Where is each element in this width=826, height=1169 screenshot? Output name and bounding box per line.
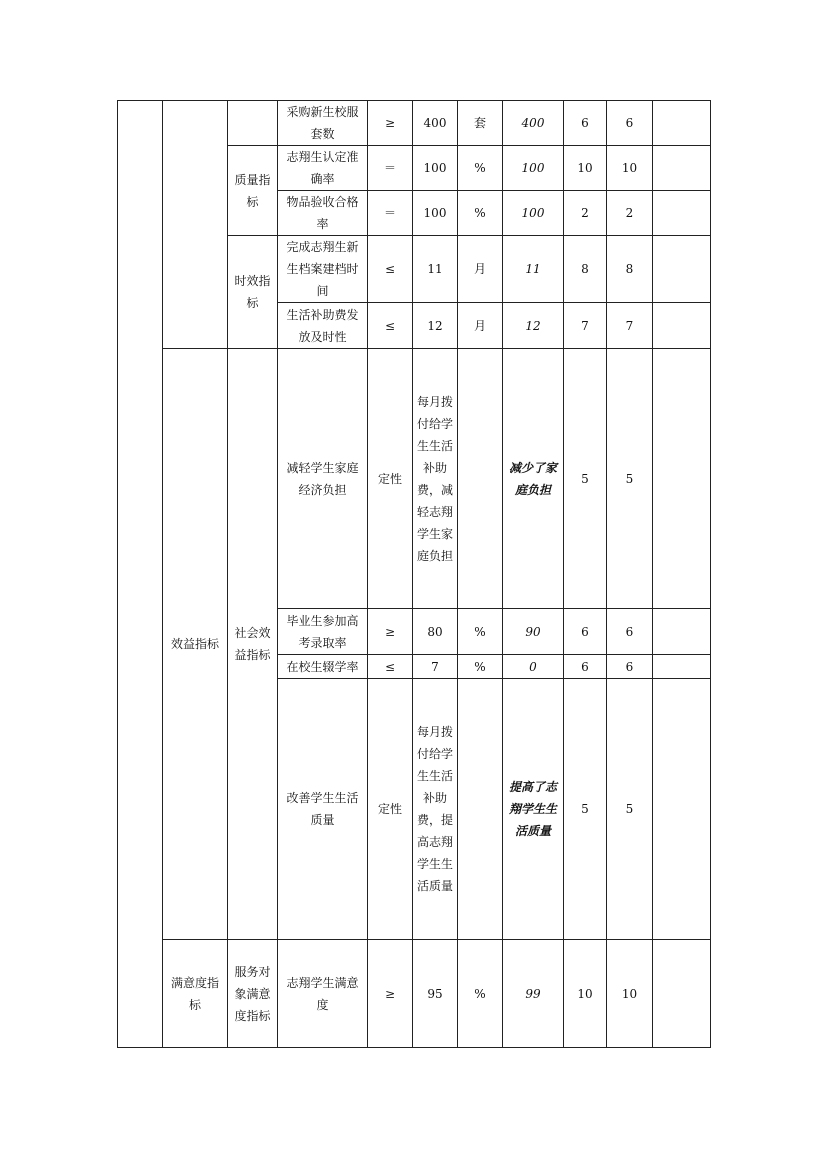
- table-row: [118, 349, 711, 609]
- target-cell: 每月拨付给学生生活补助费，减轻志翔学生家庭负担: [413, 349, 458, 609]
- performance-indicator-table: [117, 100, 711, 1048]
- level1-category-cell: [118, 101, 163, 1048]
- score-cell: 6: [607, 655, 653, 679]
- score-cell: 6: [607, 609, 653, 655]
- score-cell: 10: [607, 940, 653, 1048]
- unit-cell: 套: [458, 101, 503, 146]
- note-cell: [653, 609, 711, 655]
- unit-cell: %: [458, 940, 503, 1048]
- target-cell: 400: [413, 101, 458, 146]
- weight-cell: 7: [564, 303, 607, 349]
- unit-cell: %: [458, 146, 503, 191]
- note-cell: [653, 236, 711, 303]
- actual-cell: 400: [503, 101, 564, 146]
- indicator-cell: 完成志翔生新生档案建档时间: [278, 236, 368, 303]
- indicator-cell: 毕业生参加高考录取率: [278, 609, 368, 655]
- target-cell: 100: [413, 146, 458, 191]
- target-cell: 80: [413, 609, 458, 655]
- note-cell: [653, 940, 711, 1048]
- actual-cell: 11: [503, 236, 564, 303]
- indicator-cell: 生活补助费发放及时性: [278, 303, 368, 349]
- score-cell: 6: [607, 101, 653, 146]
- target-cell: 12: [413, 303, 458, 349]
- note-cell: [653, 349, 711, 609]
- unit-cell: [458, 679, 503, 940]
- note-cell: [653, 191, 711, 236]
- weight-cell: 6: [564, 609, 607, 655]
- level1-output-cell: [163, 101, 228, 349]
- level1-satisfaction-cell: 满意度指标: [163, 940, 228, 1048]
- score-cell: 5: [607, 679, 653, 940]
- unit-cell: 月: [458, 236, 503, 303]
- score-cell: 7: [607, 303, 653, 349]
- score-cell: 5: [607, 349, 653, 609]
- actual-cell: 12: [503, 303, 564, 349]
- weight-cell: 2: [564, 191, 607, 236]
- unit-cell: [458, 349, 503, 609]
- actual-cell: 90: [503, 609, 564, 655]
- level2-social-cell: 社会效益指标: [228, 349, 278, 940]
- level2-quantity-cell: [228, 101, 278, 146]
- symbol-cell: ＝: [368, 191, 413, 236]
- symbol-cell: ≥: [368, 101, 413, 146]
- score-cell: 10: [607, 146, 653, 191]
- indicator-cell: 采购新生校服套数: [278, 101, 368, 146]
- indicator-cell: 在校生辍学率: [278, 655, 368, 679]
- note-cell: [653, 146, 711, 191]
- target-cell: 95: [413, 940, 458, 1048]
- table-row: [118, 940, 711, 1048]
- level2-service-cell: 服务对象满意度指标: [228, 940, 278, 1048]
- indicator-cell: 志翔学生满意度: [278, 940, 368, 1048]
- indicator-cell: 物品验收合格率: [278, 191, 368, 236]
- target-cell: 7: [413, 655, 458, 679]
- symbol-cell: 定性: [368, 679, 413, 940]
- target-cell: 11: [413, 236, 458, 303]
- symbol-cell: ≥: [368, 609, 413, 655]
- unit-cell: 月: [458, 303, 503, 349]
- symbol-cell: ≥: [368, 940, 413, 1048]
- symbol-cell: ＝: [368, 146, 413, 191]
- target-cell: 每月拨付给学生生活补助费，提高志翔学生生活质量: [413, 679, 458, 940]
- weight-cell: 10: [564, 940, 607, 1048]
- actual-cell: 减少了家庭负担: [503, 349, 564, 609]
- table-row: [118, 101, 711, 146]
- unit-cell: %: [458, 609, 503, 655]
- level2-quality-cell: 质量指标: [228, 146, 278, 236]
- score-cell: 2: [607, 191, 653, 236]
- level2-timeliness-cell: 时效指标: [228, 236, 278, 349]
- target-cell: 100: [413, 191, 458, 236]
- note-cell: [653, 655, 711, 679]
- weight-cell: 10: [564, 146, 607, 191]
- weight-cell: 8: [564, 236, 607, 303]
- actual-cell: 100: [503, 146, 564, 191]
- note-cell: [653, 679, 711, 940]
- weight-cell: 5: [564, 349, 607, 609]
- weight-cell: 5: [564, 679, 607, 940]
- weight-cell: 6: [564, 101, 607, 146]
- score-cell: 8: [607, 236, 653, 303]
- symbol-cell: ≤: [368, 236, 413, 303]
- symbol-cell: ≤: [368, 655, 413, 679]
- weight-cell: 6: [564, 655, 607, 679]
- indicator-cell: 志翔生认定准确率: [278, 146, 368, 191]
- indicator-cell: 改善学生生活质量: [278, 679, 368, 940]
- indicator-cell: 减轻学生家庭经济负担: [278, 349, 368, 609]
- actual-cell: 100: [503, 191, 564, 236]
- symbol-cell: 定性: [368, 349, 413, 609]
- actual-cell: 提高了志翔学生生活质量: [503, 679, 564, 940]
- actual-cell: 0: [503, 655, 564, 679]
- unit-cell: %: [458, 655, 503, 679]
- level1-efficiency-cell: 效益指标: [163, 349, 228, 940]
- note-cell: [653, 303, 711, 349]
- unit-cell: %: [458, 191, 503, 236]
- note-cell: [653, 101, 711, 146]
- symbol-cell: ≤: [368, 303, 413, 349]
- actual-cell: 99: [503, 940, 564, 1048]
